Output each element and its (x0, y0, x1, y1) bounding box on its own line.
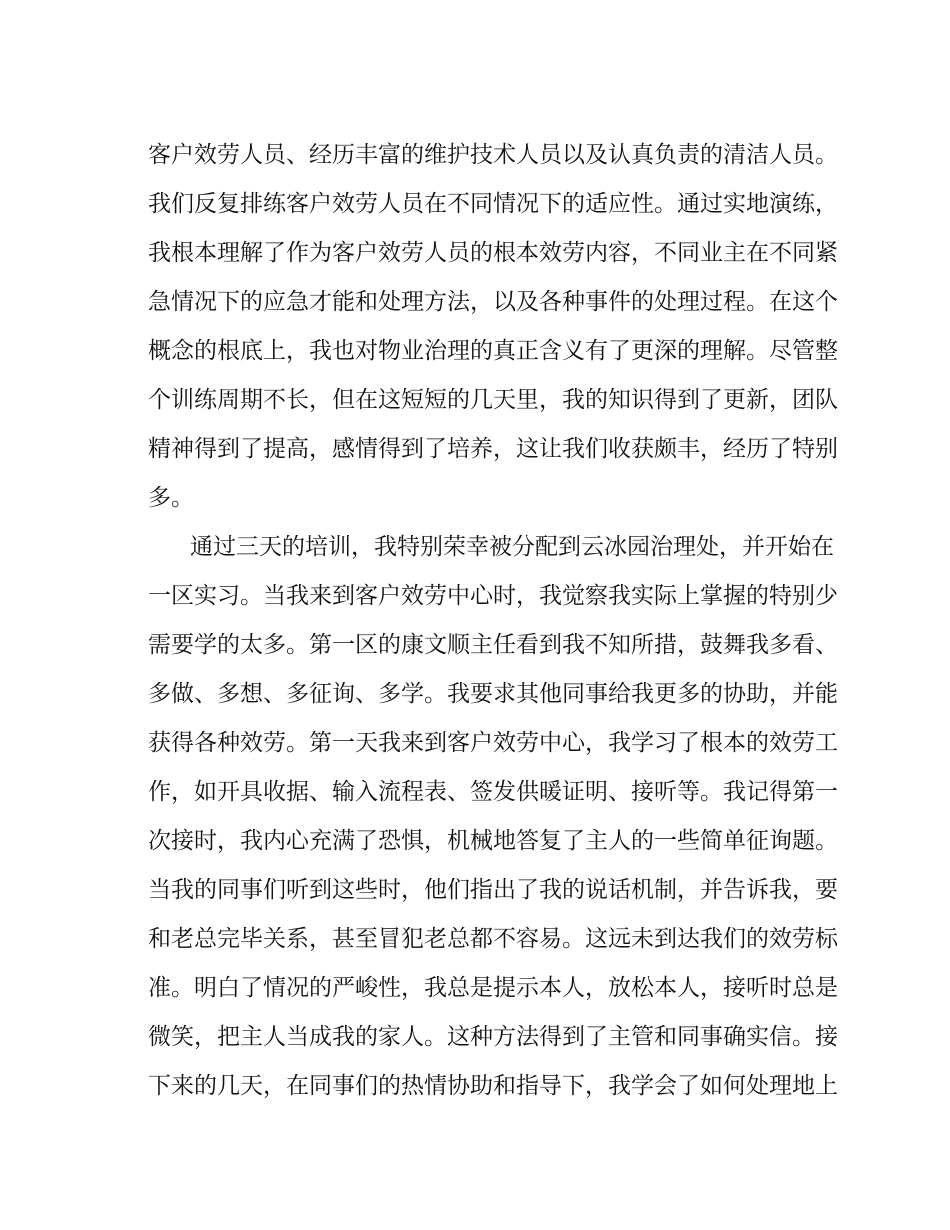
text-line: 我根本理解了作为客户效劳人员的根本效劳内容，不同业主在不同紧 (148, 240, 838, 266)
text-line: 获得各种效劳。第一天我来到客户效劳中心，我学习了根本的效劳工 (148, 730, 838, 756)
text-line: 精神得到了提高，感情得到了培养，这让我们收获颇丰，经历了特别 (148, 436, 838, 462)
text-line: 急情况下的应急才能和处理方法，以及各种事件的处理过程。在这个 (148, 289, 838, 315)
paragraph-first-line: 通过三天的培训，我特别荣幸被分配到云冰园治理处，并开始在 (190, 534, 834, 560)
text-line: 多做、多想、多征询、多学。我要求其他同事给我更多的协助，并能 (148, 681, 838, 707)
text-line: 客户效劳人员、经历丰富的维护技术人员以及认真负责的清洁人员。 (148, 142, 838, 168)
text-line: 多。 (148, 485, 194, 511)
text-line: 需要学的太多。第一区的康文顺主任看到我不知所措，鼓舞我多看、 (148, 632, 838, 658)
text-line: 和老总完毕关系，甚至冒犯老总都不容易。这远未到达我们的效劳标 (148, 926, 838, 952)
text-line: 准。明白了情况的严峻性，我总是提示本人，放松本人，接听时总是 (148, 975, 838, 1001)
text-line: 微笑，把主人当成我的家人。这种方法得到了主管和同事确实信。接 (148, 1024, 838, 1050)
text-line: 当我的同事们听到这些时，他们指出了我的说话机制，并告诉我，要 (148, 877, 838, 903)
text-line: 概念的根底上，我也对物业治理的真正含义有了更深的理解。尽管整 (148, 338, 838, 364)
text-line: 我们反复排练客户效劳人员在不同情况下的适应性。通过实地演练， (148, 191, 838, 217)
text-line: 次接时，我内心充满了恐惧，机械地答复了主人的一些简单征询题。 (148, 828, 838, 854)
text-line: 一区实习。当我来到客户效劳中心时，我觉察我实际上掌握的特别少 (148, 583, 838, 609)
text-line: 下来的几天，在同事们的热情协助和指导下，我学会了如何处理地上 (148, 1073, 838, 1099)
text-line: 个训练周期不长，但在这短短的几天里，我的知识得到了更新，团队 (148, 387, 838, 413)
text-line: 作，如开具收据、输入流程表、签发供暖证明、接听等。我记得第一 (148, 779, 838, 805)
